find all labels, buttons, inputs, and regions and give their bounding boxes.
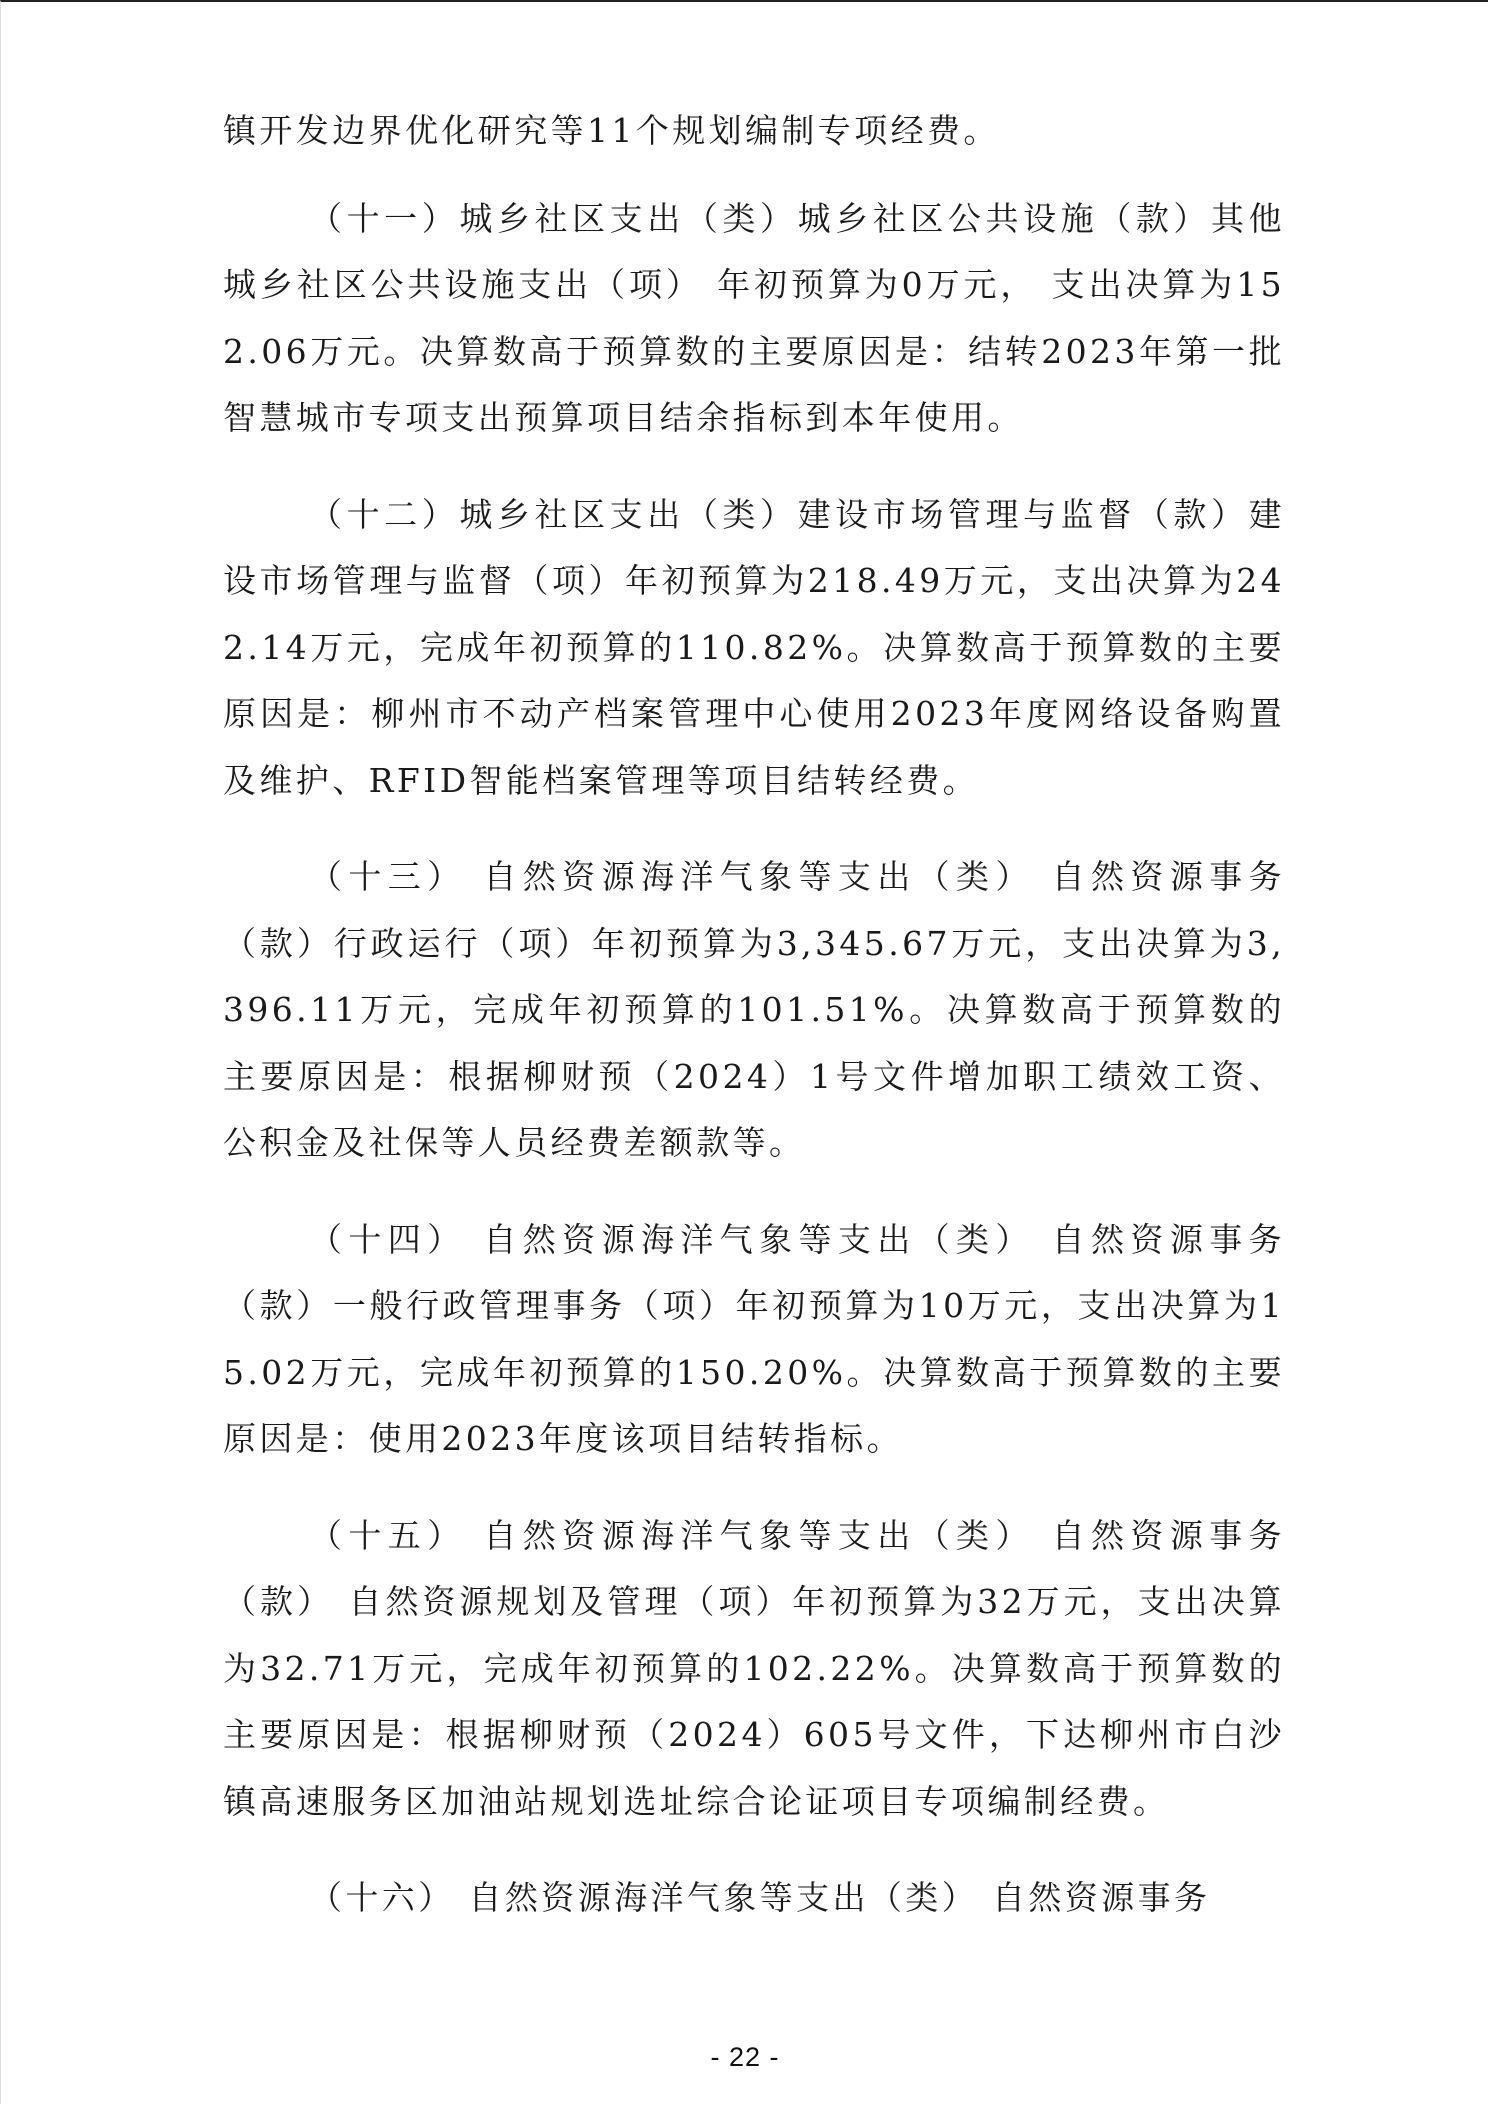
paragraph-item-14: （十四） 自然资源海洋气象等支出（类） 自然资源事务（款）一般行政管理事务（项）年初预算为10万元，支出决算为15.02万元，完成年初预算的150.20%。决算数高于预算数的主要原因是：使用2023年度该项目结转指标。 (223, 1219, 1285, 1458)
page-number: - 22 - (710, 2042, 780, 2072)
paragraph-item-15: （十五） 自然资源海洋气象等支出（类） 自然资源事务（款） 自然资源规划及管理（项）年初预算为32万元，支出决算为32.71万元，完成年初预算的102.22%。决算数高于预算数的主要原因是：根据柳财预（2024）605号文件，下达柳州市白沙镇高速服务区加油站规划选址综合论证项目专项编制经费。 (223, 1515, 1285, 1821)
paragraph-item-11: （十一）城乡社区支出（类）城乡社区公共设施（款）其他城乡社区公共设施支出（项） 年初预算为0万元， 支出决算为152.06万元。决算数高于预算数的主要原因是：结转2023年第一批智慧城市专项支出预算项目结余指标到本年使用。 (223, 198, 1285, 437)
document-body (223, 98, 1285, 1932)
paragraph-continued: 镇开发边界优化研究等11个规划编制专项经费。 (223, 111, 1000, 150)
paragraph-item-16: （十六） 自然资源海洋气象等支出（类） 自然资源事务 (309, 1878, 1211, 1917)
paragraph-item-13: （十三） 自然资源海洋气象等支出（类） 自然资源事务（款）行政运行（项）年初预算为3,345.67万元，支出决算为3,396.11万元，完成年初预算的101.51%。决算数高于预算数的主要原因是：根据柳财预（2024）1号文件增加职工绩效工资、公积金及社保等人员经费差额款等。 (223, 857, 1285, 1162)
paragraph-item-12: （十二）城乡社区支出（类）建设市场管理与监督（款）建设市场管理与监督（项）年初预算为218.49万元，支出决算为242.14万元，完成年初预算的110.82%。决算数高于预算数的主要原因是：柳州市不动产档案管理中心使用2023年度网络设备购置及维护、RFID智能档案管理等项目结转经费。 (223, 494, 1285, 800)
